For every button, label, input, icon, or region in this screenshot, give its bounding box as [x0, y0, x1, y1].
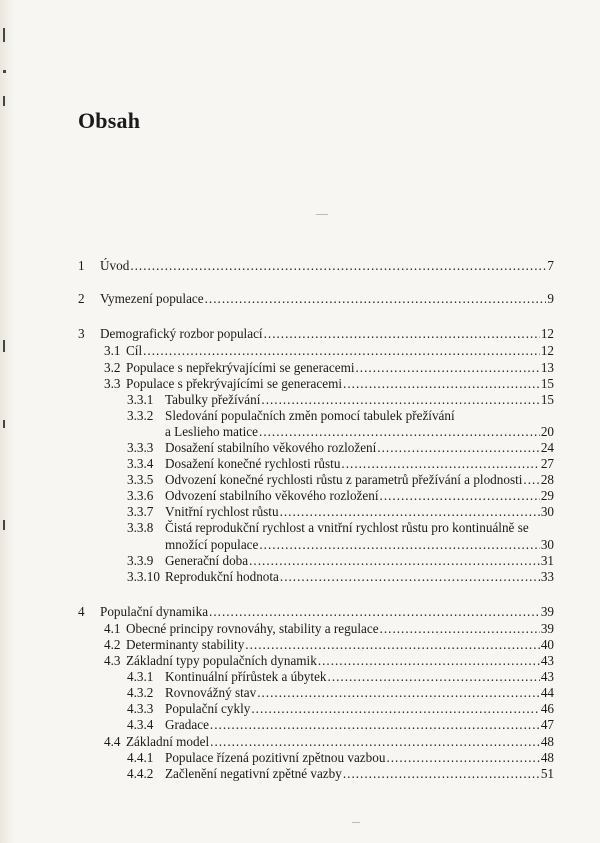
- toc-entry-title: Populace s překrývajícími se generacemi: [126, 376, 343, 391]
- toc-entry[interactable]: [165, 504, 554, 520]
- dot-leader: [259, 424, 540, 440]
- toc-entry-title: Vnitřní rychlost růstu: [165, 504, 279, 519]
- toc-entry[interactable]: [100, 326, 554, 342]
- dot-leader: [356, 360, 540, 376]
- toc-page-number: 44: [540, 685, 554, 700]
- toc-entry-number: 3.3.3: [127, 440, 154, 455]
- toc-entry-title: Odvození konečné rychlosti růstu z parametrů přežívání a plodnosti: [165, 472, 523, 487]
- toc-page-number: 28: [540, 472, 554, 487]
- toc-entry-title: Cíl: [126, 343, 143, 358]
- toc-entry[interactable]: [165, 717, 554, 733]
- toc-entry-title: Generační doba: [165, 553, 249, 568]
- toc-page-number: 24: [540, 440, 554, 455]
- toc-page-number: 46: [540, 701, 554, 716]
- toc-page-number: 7: [547, 258, 554, 273]
- toc-entry[interactable]: [126, 376, 554, 392]
- toc-page-number: 43: [540, 669, 554, 684]
- toc-entry-number: 4.3: [104, 653, 121, 668]
- toc-entry[interactable]: [126, 637, 554, 653]
- dot-leader: [280, 504, 540, 520]
- toc-entry-number: 3.3.8: [127, 520, 154, 535]
- dot-leader: [261, 392, 539, 408]
- toc-page-number: 29: [540, 488, 554, 503]
- dot-leader: [259, 537, 539, 553]
- toc-page-number: 20: [540, 424, 554, 439]
- dot-leader: [249, 553, 540, 569]
- toc-page-number: 43: [540, 653, 554, 668]
- toc-entry-title: Populační cykly: [165, 701, 251, 716]
- toc-entry[interactable]: [100, 258, 554, 274]
- toc-entry-number: 4.3.3: [127, 701, 154, 716]
- toc-page-number: 30: [540, 504, 554, 519]
- toc-entry-number: 4.3.2: [127, 685, 154, 700]
- toc-entry[interactable]: [100, 604, 554, 620]
- toc-entry[interactable]: [165, 569, 554, 585]
- dot-leader: [143, 343, 540, 359]
- toc-entry[interactable]: [165, 701, 554, 717]
- toc-page-number: 13: [540, 360, 554, 375]
- toc-entry-number: 3.3.6: [127, 488, 154, 503]
- toc-entry-title: Dosažení konečné rychlosti růstu: [165, 456, 341, 471]
- toc-page-number: 40: [540, 637, 554, 652]
- dot-leader: [343, 766, 540, 782]
- toc-entry-title: Obecné principy rovnováhy, stability a regulace: [126, 621, 379, 636]
- dot-leader: [523, 472, 539, 488]
- toc-page-number: 47: [540, 717, 554, 732]
- dot-leader: [257, 685, 540, 701]
- toc-page-number: 9: [547, 291, 554, 306]
- toc-entry-title: Gradace: [165, 717, 209, 732]
- toc-entry-title: Začlenění negativní zpětné vazby: [165, 766, 342, 781]
- dot-leader: [245, 637, 540, 653]
- dot-leader: [210, 717, 540, 733]
- toc-entry[interactable]: [126, 653, 554, 669]
- toc-entry-number: 3.3.7: [127, 504, 154, 519]
- toc-entry-number: 3.3: [104, 376, 121, 391]
- dot-leader: [130, 258, 546, 274]
- toc-entry-number: 4: [78, 604, 85, 619]
- toc-page-number: 33: [540, 569, 554, 584]
- toc-entry-number: 4.3.4: [127, 717, 154, 732]
- dot-leader: [341, 456, 539, 472]
- toc-entry[interactable]: [165, 766, 554, 782]
- toc-page-number: 51: [540, 766, 554, 781]
- toc-entry-number: 3.3.4: [127, 456, 154, 471]
- toc-entry-number: 4.4.1: [127, 750, 154, 765]
- toc-page-number: 30: [540, 537, 554, 552]
- toc-entry[interactable]: [126, 621, 554, 637]
- toc-entry[interactable]: [165, 488, 554, 504]
- toc-page-number: 12: [540, 326, 554, 341]
- dot-leader: [380, 621, 540, 637]
- toc-entry-title: Dosažení stabilního věkového rozložení: [165, 440, 377, 455]
- dot-leader: [209, 604, 540, 620]
- toc-entry-number: 4.4.2: [127, 766, 154, 781]
- dot-leader: [328, 669, 540, 685]
- toc-entry-number: 3.3.9: [127, 553, 154, 568]
- toc-entry-number: 4.4: [104, 734, 121, 749]
- dot-leader: [380, 488, 540, 504]
- toc-entry-title: Reprodukční hodnota: [165, 569, 279, 584]
- toc-entry[interactable]: [165, 537, 554, 553]
- dot-leader: [210, 734, 540, 750]
- toc-entry-title[interactable]: Sledování populačních změn pomocí tabulek přežívání: [165, 408, 455, 423]
- toc-page-number: 31: [540, 553, 554, 568]
- toc-page-number: 15: [540, 376, 554, 391]
- dot-leader: [318, 653, 540, 669]
- toc-entry-number: 2: [78, 291, 85, 306]
- toc-page-number: 48: [540, 750, 554, 765]
- dot-leader: [377, 440, 540, 456]
- toc-entry-title: Determinanty stability: [126, 637, 245, 652]
- toc-page-number: 39: [540, 621, 554, 636]
- toc-entry-number: 4.1: [104, 621, 121, 636]
- toc-entry-title: Demografický rozbor populací: [100, 326, 263, 341]
- toc-entry[interactable]: [165, 685, 554, 701]
- dot-leader: [205, 291, 547, 307]
- toc-entry-title: a Leslieho matice: [165, 424, 259, 439]
- toc-entry-number: 3: [78, 326, 85, 341]
- toc-entry[interactable]: [165, 424, 554, 440]
- toc-entry-number: 4.3.1: [127, 669, 154, 684]
- toc-entry[interactable]: [165, 456, 554, 472]
- toc-entry-title: Vymezení populace: [100, 291, 204, 306]
- toc-page-number: 48: [540, 734, 554, 749]
- toc-entry-title: Úvod: [100, 258, 130, 273]
- dot-leader: [251, 701, 539, 717]
- toc-entry[interactable]: [100, 291, 554, 307]
- toc-entry-title[interactable]: Čistá reprodukční rychlost a vnitřní rychlost růstu pro kontinuálně se: [165, 520, 529, 535]
- toc-entry-title: Základní typy populačních dynamik: [126, 653, 317, 668]
- dot-leader: [280, 569, 540, 585]
- toc-page-number: 27: [540, 456, 554, 471]
- toc-entry[interactable]: [165, 472, 554, 488]
- toc-page-number: 39: [540, 604, 554, 619]
- toc-entry[interactable]: [126, 360, 554, 376]
- toc-entry[interactable]: [165, 750, 554, 766]
- toc-entry-title: Populace řízená pozitivní zpětnou vazbou: [165, 750, 386, 765]
- toc-heading: Obsah: [78, 108, 141, 133]
- toc-entry[interactable]: [165, 669, 554, 685]
- toc-entry-title: Populační dynamika: [100, 604, 209, 619]
- toc-entry-title: Základní model: [126, 734, 210, 749]
- toc-entry[interactable]: [165, 440, 554, 456]
- toc-entry-title: Tabulky přežívání: [165, 392, 261, 407]
- toc-entry[interactable]: [126, 734, 554, 750]
- toc-entry-number: 3.3.5: [127, 472, 154, 487]
- dot-leader: [386, 750, 539, 766]
- toc-page-number: 15: [540, 392, 554, 407]
- toc-entry-title: Populace s nepřekrývajícími se generacemi: [126, 360, 355, 375]
- toc-entry-number: 3.2: [104, 360, 121, 375]
- toc-entry-number: 3.3.1: [127, 392, 154, 407]
- toc-entry[interactable]: [126, 343, 554, 359]
- dot-leader: [343, 376, 540, 392]
- toc-entry-title: Rovnovážný stav: [165, 685, 257, 700]
- toc-entry-title: Kontinuální přírůstek a úbytek: [165, 669, 327, 684]
- toc-entry-number: 3.1: [104, 343, 121, 358]
- toc-entry-number: 4.2: [104, 637, 121, 652]
- toc-entry-title: Odvození stabilního věkového rozložení: [165, 488, 379, 503]
- toc-entry[interactable]: [165, 553, 554, 569]
- toc-entry-title: množící populace: [165, 537, 259, 552]
- toc-entry-number: 3.3.2: [127, 408, 154, 423]
- toc-page-number: 12: [540, 343, 554, 358]
- toc-entry[interactable]: [165, 392, 554, 408]
- toc-entry-number: 1: [78, 258, 85, 273]
- toc-entry-number: 3.3.10: [127, 569, 160, 584]
- dot-leader: [264, 326, 540, 342]
